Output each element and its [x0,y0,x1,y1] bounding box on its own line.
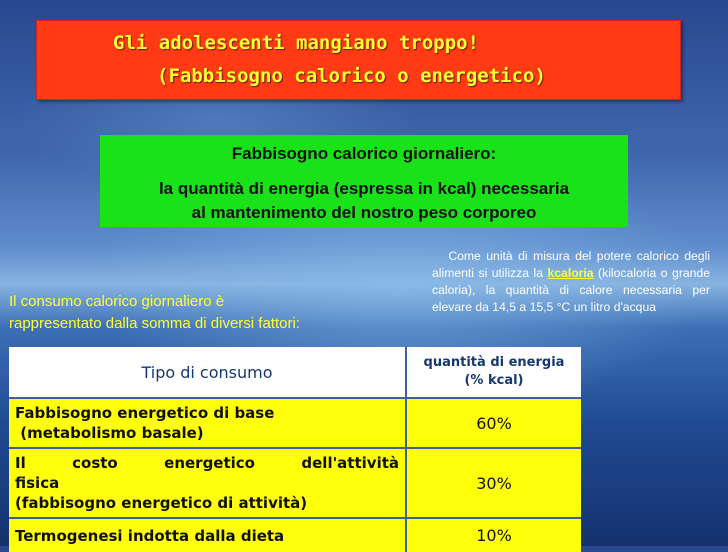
note-text-after: (kilocaloria o grande caloria), la quantità di calore necessaria per elevare da 14,5 a 15,5 °C un litro d'acqua [432,266,710,314]
definition-line-1: la quantità di energia (espressa in kcal) necessaria [158,179,570,198]
table-row [9,398,581,448]
row-value: 30% [406,448,581,518]
definition-box [100,135,628,227]
note-text-before: Come unità di misura del potere calorico degli alimenti si utilizza la [432,249,710,280]
row-type [9,518,406,552]
table-row [9,518,581,552]
row-type-line-2: (fabbisogno energetico di attività) [15,494,308,512]
kcal-note [432,248,710,316]
kcaloria-link[interactable]: kcaloria [547,266,594,280]
table-header-row [9,347,581,398]
consumption-table [9,347,581,552]
row-value: 10% [406,518,581,552]
header-type: Tipo di consumo [9,347,406,398]
header-quantity [406,347,581,398]
row-type [9,448,406,518]
title-line-1: Gli adolescenti mangiano troppo! [113,32,480,54]
row-type-line-1: Il costo energetico dell'attività fisica [15,454,399,492]
intro-line-1: Il consumo calorico giornaliero è [9,293,225,310]
row-type-line-2: (metabolismo basale) [15,424,204,442]
row-value: 60% [406,398,581,448]
row-type [9,398,406,448]
table-row [9,448,581,518]
intro-line-2: rappresentato dalla somma di diversi fattori: [9,315,300,332]
row-type-line-1: Termogenesi indotta dalla dieta [15,526,285,545]
definition-line-2: al mantenimento del nostro peso corporeo [191,203,537,222]
definition-heading: Fabbisogno calorico giornaliero: [231,144,497,163]
header-quantity-line-2: (% kcal) [464,373,524,388]
intro-text [9,291,389,335]
title-line-2: (Fabbisogno calorico o energetico) [157,65,546,87]
row-type-line-1: Fabbisogno energetico di base [15,404,275,422]
header-quantity-line-1: quantità di energia [423,355,565,370]
title-banner [36,20,681,100]
